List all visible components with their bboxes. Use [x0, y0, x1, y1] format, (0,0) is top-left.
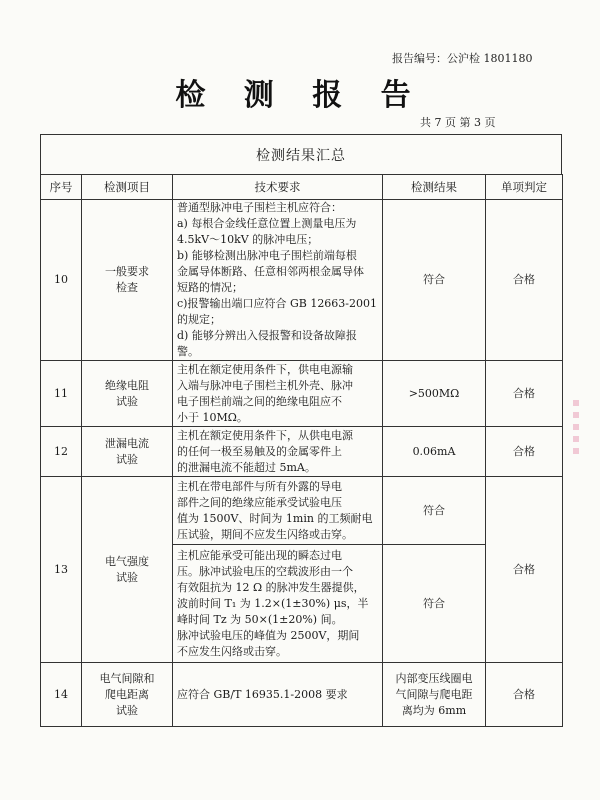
column-header-result: 检测结果: [383, 175, 486, 200]
verdict: 合格: [486, 663, 563, 727]
test-item-line: 绝缘电阻: [105, 378, 149, 392]
test-item-line: 电气间隙和: [99, 671, 155, 685]
requirement-text: [173, 545, 383, 663]
row-number: 14: [41, 663, 82, 727]
requirement-line: 值为 1500V、时间为 1min 的工频耐电: [177, 511, 373, 525]
test-item-line: 爬电距离: [105, 687, 149, 701]
row-number: 12: [41, 427, 82, 477]
requirement-line: 入端与脉冲电子围栏主机外壳、脉冲: [177, 378, 353, 392]
requirement-line: 金属导体断路、任意相邻两根金属导体: [177, 265, 364, 278]
requirement-line: 的泄漏电流不能超过 5mA。: [177, 460, 316, 474]
test-item: [82, 663, 173, 727]
verdict: 合格: [486, 477, 563, 663]
requirement-line: 压试验，期间不应发生闪络或击穿。: [177, 527, 353, 541]
test-item-line: 泄漏电流: [105, 436, 149, 450]
requirement-line: 小于 10MΩ。: [177, 410, 248, 424]
verdict: 合格: [486, 200, 563, 361]
requirement-line: 主机在额定使用条件下，供电电源输: [177, 362, 353, 376]
requirement-text: [173, 361, 383, 427]
requirement-line: 峰时间 Tz 为 50×(1±20%) 间。: [177, 612, 343, 626]
table-row: [41, 663, 563, 727]
summary-header: [40, 134, 562, 174]
test-result: >500MΩ: [383, 361, 486, 427]
column-header-verdict: 单项判定: [486, 175, 563, 200]
document-title: 检 测 报 告: [175, 78, 425, 113]
requirement-line: d) 能够分辨出入侵报警和设备故障报: [177, 329, 357, 342]
requirement-line: 波前时间 T₁ 为 1.2×(1±30%) μs，半: [177, 596, 369, 610]
test-result: 符合: [383, 200, 486, 361]
test-result: [383, 663, 486, 727]
page-indicator: 共 7 页 第 3 页: [420, 116, 496, 129]
requirement-line: 4.5kV～10kV 的脉冲电压；: [177, 233, 319, 246]
requirement-text: [173, 477, 383, 545]
test-item: [82, 361, 173, 427]
requirement-text: [173, 200, 383, 361]
test-result: 符合: [383, 545, 486, 663]
table-row: [41, 361, 563, 427]
test-item-line: 试验: [116, 570, 138, 584]
column-header-no: 序号: [41, 175, 82, 200]
row-number: 10: [41, 200, 82, 361]
result-line: 气间隙与爬电距: [395, 687, 473, 701]
requirement-line: 的规定；: [177, 313, 221, 326]
test-result: 0.06mA: [383, 427, 486, 477]
report-number: 报告编号：公沪检 1801180: [392, 52, 533, 65]
requirement-line: 普通型脉冲电子围栏主机应符合：: [177, 201, 342, 214]
requirement-line: 不应发生闪络或击穿。: [177, 644, 287, 658]
test-item: [82, 477, 173, 663]
requirement-line: 主机应能承受可能出现的瞬态过电: [177, 548, 342, 562]
test-item-line: 电气强度: [105, 554, 149, 568]
column-header-requirement: 技术要求: [173, 175, 383, 200]
requirement-line: 主机在带电部件与所有外露的导电: [177, 479, 342, 493]
verdict: 合格: [486, 427, 563, 477]
requirement-line: 压。脉冲试验电压的空载波形由一个: [177, 564, 353, 578]
requirement-line: 警。: [177, 345, 199, 358]
test-item-line: 试验: [116, 394, 138, 408]
requirement-line: 部件之间的绝缘应能承受试验电压: [177, 495, 342, 509]
verdict: 合格: [486, 361, 563, 427]
requirement-line: a) 每根合金线任意位置上测量电压为: [177, 217, 357, 230]
summary-title: 检测结果汇总: [256, 147, 346, 164]
column-header-item: 检测项目: [82, 175, 173, 200]
requirement-line: 的任何一极至易触及的金属零件上: [177, 444, 342, 458]
test-result: 符合: [383, 477, 486, 545]
table-header-row: [41, 175, 563, 200]
result-line: 内部变压线圈电: [395, 671, 473, 685]
test-item: [82, 427, 173, 477]
test-item-line: 试验: [116, 703, 138, 717]
results-table: [40, 174, 563, 727]
requirement-text: [173, 427, 383, 477]
test-item-line: 一般要求: [105, 265, 149, 278]
table-row: [41, 427, 563, 477]
requirement-line: b) 能够检测出脉冲电子围栏前端每根: [177, 249, 357, 262]
table-row: [41, 200, 563, 361]
row-number: 13: [41, 477, 82, 663]
seal-edge-mark: [573, 400, 579, 460]
requirement-line: c)报警输出端口应符合 GB 12663-2001: [177, 297, 378, 310]
requirement-line: 短路的情况；: [177, 281, 243, 294]
test-item-line: 试验: [116, 452, 138, 466]
test-item: [82, 200, 173, 361]
test-item-line: 检查: [116, 281, 138, 294]
requirement-line: 有效阻抗为 12 Ω 的脉冲发生器提供，: [177, 580, 365, 594]
table-row: [41, 477, 563, 545]
requirement-line: 应符合 GB/T 16935.1-2008 要求: [177, 687, 348, 701]
result-line: 离均为 6mm: [401, 703, 467, 717]
row-number: 11: [41, 361, 82, 427]
requirement-line: 电子围栏前端之间的绝缘电阻应不: [177, 394, 342, 408]
requirement-line: 主机在额定使用条件下，从供电电源: [177, 428, 353, 442]
requirement-text: [173, 663, 383, 727]
requirement-line: 脉冲试验电压的峰值为 2500V，期间: [177, 628, 360, 642]
